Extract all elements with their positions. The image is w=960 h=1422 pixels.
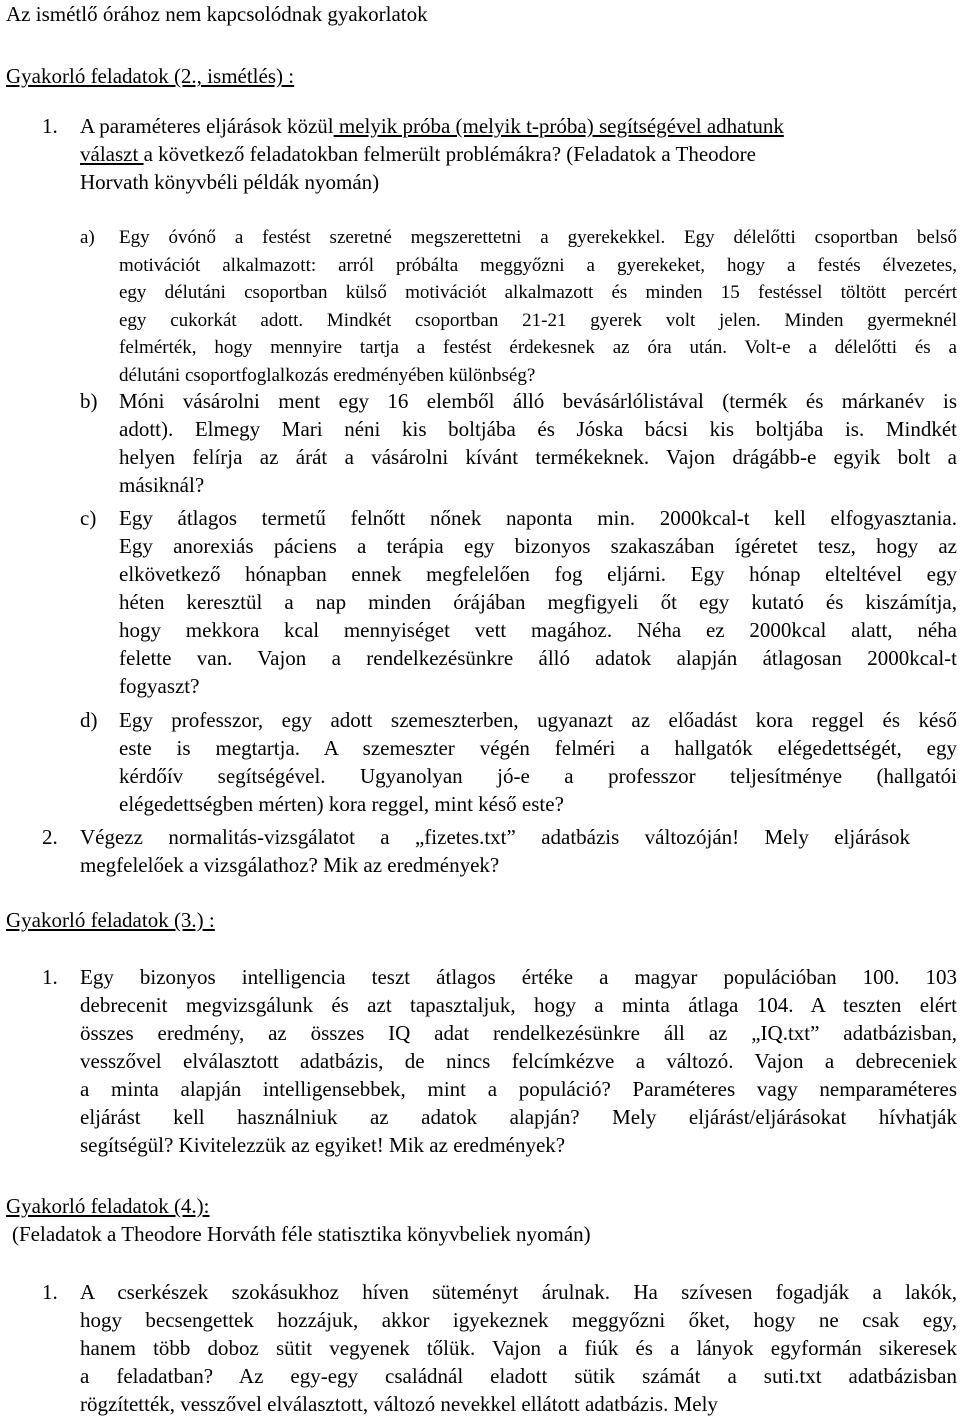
item-line: fogyaszt? [119, 674, 200, 698]
item-line: Egy professzor, egy adott szemeszterben, ugyanazt az előadást kora reggel és késő [119, 708, 957, 732]
task-line: eljárást kell használniuk az adatok alapján? Mely eljárást/eljárásokat hívhatják [80, 1105, 957, 1129]
section-2-title: Gyakorló feladatok (2., ismétlés) : [6, 64, 295, 88]
item-line: elkövetkező hónapban ennek megfelelően fog eljárni. Egy hónap elteltével egy [119, 562, 957, 586]
task-number: 2. [42, 825, 58, 849]
task-line: rögzítették, vesszővel elválasztott, változó nevekkel ellátott adatbázis. Mely [80, 1392, 718, 1416]
item-line: kérdőív segítségével. Ugyanolyan jó-e a professzor teljesítménye (hallgatói [119, 764, 957, 788]
section-3-task-paragraph [80, 963, 957, 1159]
item-b-paragraph [119, 387, 957, 499]
task-line: Egy bizonyos intelligencia teszt átlagos értéke a magyar populációban 100. 103 [80, 965, 957, 989]
item-line: Egy óvónő a festést szeretné megszerettetni a gyerekekkel. Egy délelőtti csoportban belső [119, 227, 957, 248]
item-line: elégedettségben mérten) kora reggel, mint késő este? [119, 792, 564, 816]
item-line: Móni vásárolni ment egy 16 elemből álló bevásárlólistával (termék és márkanév is [119, 389, 957, 413]
item-d-paragraph [119, 706, 957, 818]
task-line [80, 112, 784, 140]
task-2-paragraph [80, 823, 910, 879]
item-line: hogy mekkora kcal mennyiséget vett magához. Néha ez 2000kcal alatt, néha [119, 618, 957, 642]
task-text: A paraméteres eljárások közül [80, 114, 334, 138]
item-c-paragraph [119, 504, 957, 700]
item-line: héten keresztül a nap minden órájában megfigyeli őt egy kutató és kiszámítja, [119, 590, 957, 614]
item-line: másiknál? [119, 473, 205, 497]
task-line: a minta alapján intelligensebbek, mint a populáció? Paraméteres vagy nemparaméteres [80, 1077, 957, 1101]
item-line: este is megtartja. A szemeszter végén felméri a hallgatók elégedettségét, egy [119, 736, 957, 760]
task-line: vesszővel elválasztott adatbázis, de nincs felcímkézve a változó. Vajon a debreceniek [80, 1049, 957, 1073]
task-line: A cserkészek szokásukhoz híven süteményt árulnak. Ha szívesen fogadják a lakók, [80, 1280, 957, 1304]
item-a-paragraph [119, 224, 957, 389]
task-line: Végezz normalitás-vizsgálatot a „fizetes.txt” adatbázis változóján! Mely eljárások [80, 825, 910, 849]
item-line: egy cukorkát adott. Mindkét csoportban 21-21 gyerek volt jelen. Minden gyermeknél [119, 309, 957, 331]
task-line: hogy becsengettek hozzájuk, akkor igyekeznek meggyőzni őket, hogy ne csak egy, [80, 1308, 957, 1332]
item-line: helyen felírja az árát a vásárolni kívánt termékeknek. Vajon drágább-e egyik bolt a [119, 445, 957, 469]
task-line: a feladatban? Az egy-egy családnál eladott sütik számát a suti.txt adatbázisban [80, 1364, 957, 1388]
item-line: adott). Elmegy Mari néni kis boltjába és Jóska bácsi kis boltjába is. Mindkét [119, 417, 957, 441]
task-text-underlined: melyik próba (melyik t-próba) segítségével adhatunk [333, 114, 784, 138]
section-4-task-paragraph [80, 1278, 957, 1418]
task-line [80, 140, 756, 168]
item-line: Egy átlagos termetű felnőtt nőnek naponta min. 2000kcal-t kell elfogyasztania. [119, 506, 957, 530]
task-line: debrecenit megvizsgálunk és azt tapasztaljuk, hogy a minta átlaga 104. A teszten elért [80, 993, 957, 1017]
task-line: Horvath könyvbéli példák nyomán) [80, 170, 380, 194]
task-line: segítségül? Kivitelezzük az egyiket! Mik az eredmények? [80, 1133, 566, 1157]
task-line: összes eredmény, az összes IQ adat rendelkezésünkre áll az „IQ.txt” adatbázisban, [80, 1021, 957, 1045]
item-marker: c) [80, 506, 97, 530]
section-4-title: Gyakorló feladatok (4.): [6, 1194, 210, 1218]
item-line: felmérték, hogy mennyire tartja a festést érdekesnek az óra után. Volt-e a délelőtti és a [119, 337, 957, 358]
task-number: 1. [42, 114, 58, 138]
item-line: délutáni csoportfoglalkozás eredményében különbség? [119, 364, 536, 386]
task-text: a következő feladatokban felmerült problémákra? (Feladatok a Theodore [143, 142, 756, 166]
task-number: 1. [42, 1280, 58, 1304]
item-line: motivációt alkalmazott: arról próbálta meggyőzni a gyerekeket, hogy a festés élvezetes, [119, 254, 957, 276]
item-line: felette van. Vajon a rendelkezésünkre álló adatok alapján átlagosan 2000kcal-t [119, 646, 957, 670]
item-marker: d) [80, 708, 98, 732]
section-3-title: Gyakorló feladatok (3.) : [6, 908, 215, 932]
top-heading: Az ismétlő órához nem kapcsolódnak gyakorlatok [6, 2, 428, 26]
section-4-subtitle: (Feladatok a Theodore Horváth féle statisztika könyvbeliek nyomán) [12, 1222, 591, 1246]
task-number: 1. [42, 965, 58, 989]
item-marker: b) [80, 389, 98, 413]
task-text-underlined: választ [80, 142, 144, 166]
task-line: megfelelőek a vizsgálathoz? Mik az eredmények? [80, 853, 500, 877]
item-marker: a) [80, 227, 95, 248]
item-line: egy délutáni csoportban külső motivációt alkalmazott és minden 15 festéssel töltött percért [119, 282, 957, 303]
task-line: hanem több doboz sütit vegyenek tőlük. Vajon a fiúk és a lányok egyformán sikeresek [80, 1336, 957, 1360]
item-line: Egy anorexiás páciens a terápia egy bizonyos szakaszában ígéretet tesz, hogy az [119, 534, 957, 558]
